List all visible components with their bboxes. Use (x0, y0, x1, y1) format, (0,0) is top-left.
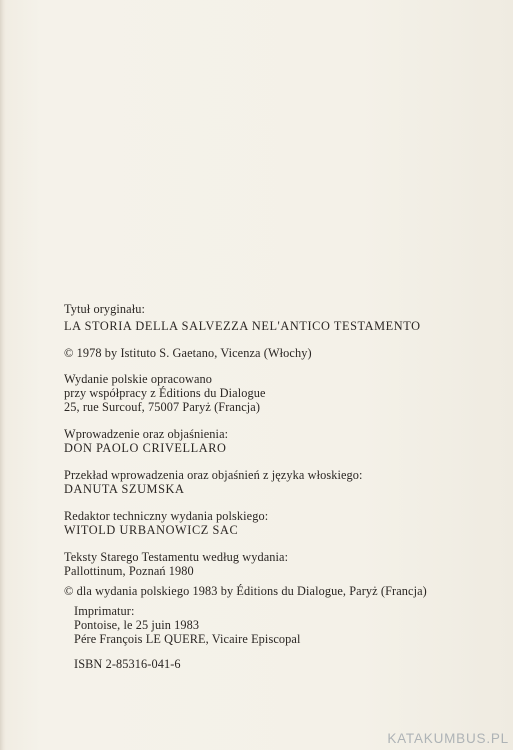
imprimatur-label: Imprimatur: (74, 604, 135, 618)
texts-label: Teksty Starego Testamentu według wydania: (64, 550, 289, 564)
translation-block (64, 468, 509, 496)
site-watermark: KATAKUMBUS.PL (387, 731, 509, 746)
imprimatur-signatory: Pére François LE QUERE, Vicaire Episcopal (74, 632, 301, 646)
edition-line-2: przy współpracy z Éditions du Dialogue (64, 386, 266, 400)
texts-source: Pallottinum, Poznań 1980 (64, 564, 194, 578)
editor-label: Redaktor techniczny wydania polskiego: (64, 509, 269, 523)
intro-block (64, 427, 509, 455)
translation-label: Przekład wprowadzenia oraz objaśnień z języka włoskiego: (64, 468, 363, 482)
editor: WITOLD URBANOWICZ SAC (64, 523, 239, 537)
original-title: LA STORIA DELLA SALVEZZA NEL'ANTICO TESTAMENTO (64, 319, 421, 333)
copyright-polish: © dla wydania polskiego 1983 by Éditions du Dialogue, Paryż (Francja) (64, 584, 427, 598)
isbn-block (64, 657, 509, 671)
isbn: ISBN 2-85316-041-6 (74, 657, 181, 671)
colophon-block (64, 302, 509, 671)
copyright-original: © 1978 by Istituto S. Gaetano, Vicenza (Włochy) (64, 346, 312, 360)
intro-label: Wprowadzenie oraz objaśnienia: (64, 427, 229, 441)
texts-block (64, 550, 509, 578)
edition-block (64, 372, 509, 414)
edition-line-1: Wydanie polskie opracowano (64, 372, 213, 386)
translator: DANUTA SZUMSKA (64, 482, 185, 496)
original-title-label: Tytuł oryginału: (64, 302, 146, 316)
copyright-original-block (64, 346, 509, 360)
page-edge-shadow (0, 0, 6, 750)
original-title-block (64, 302, 509, 333)
imprimatur-block (64, 604, 509, 646)
copyright-polish-block (64, 584, 509, 598)
edition-line-3: 25, rue Surcouf, 75007 Paryż (Francja) (64, 400, 261, 414)
editor-block (64, 509, 509, 537)
intro-author: DON PAOLO CRIVELLARO (64, 441, 227, 455)
imprimatur-place-date: Pontoise, le 25 juin 1983 (74, 618, 200, 632)
